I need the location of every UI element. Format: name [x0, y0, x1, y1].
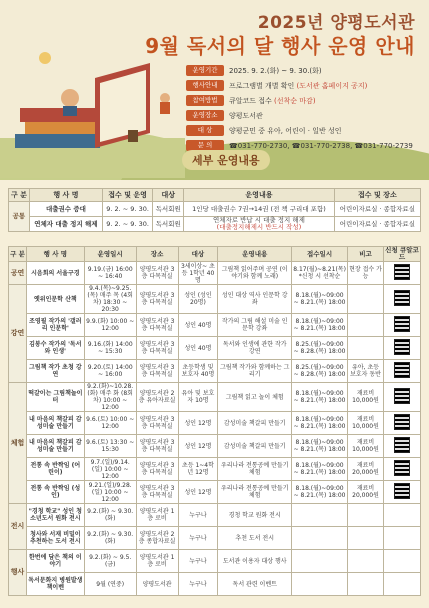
cell: 9.20.(토) 14:00 ~ 16:00 — [84, 360, 136, 383]
cell: 유아, 초등 보호자 동반 — [348, 360, 384, 383]
event-name: 청사와 서재 비밀이 추천하는 도서 전시 — [26, 527, 84, 550]
cell: 독서와 인생에 관한 작가 강연 — [218, 337, 292, 360]
table-row — [9, 337, 421, 360]
info-label: 행사안내 — [186, 80, 224, 91]
cell: 양평도서관 3층 다목적실 — [136, 458, 178, 481]
cell: 양평도서관 3층 다목적실 — [136, 412, 178, 435]
table-row — [9, 550, 421, 573]
section-banner: 세부 운영내용 — [182, 150, 270, 170]
table-row — [9, 573, 421, 596]
cell: 감성미술 책갈피 만들기 — [218, 412, 292, 435]
col-header: 접수일시 — [292, 247, 348, 262]
cell: 경청 학교 원화 전시 — [218, 504, 292, 527]
cell — [348, 314, 384, 337]
cell: 작가의 그림 해설 미술 인문학 강좌 — [218, 314, 292, 337]
table-row — [9, 504, 421, 527]
col-header: 구 분 — [9, 247, 27, 262]
event-name: 그림책 작가 초청 강연 — [26, 360, 84, 383]
info-row — [186, 124, 422, 137]
table-row — [9, 217, 421, 232]
info-value: 프로그램별 개별 확인 (도서관 홈페이지 공지) — [229, 81, 368, 90]
cell: 우리나라 전통공예 만들기 체험 — [218, 458, 292, 481]
header — [0, 0, 429, 180]
info-row — [186, 94, 422, 107]
col-header: 운영내용 — [184, 189, 335, 202]
cell: 9.2.(화) ~ 9.30.(화) — [84, 527, 136, 550]
qr-code[interactable] — [384, 527, 421, 550]
info-row — [186, 79, 422, 92]
qr-code[interactable] — [384, 360, 421, 383]
cell: 유아 및 보호자 10명 — [178, 383, 218, 412]
info-value: 2025. 9. 2.(화) ~ 9. 30.(화) — [229, 66, 322, 75]
event-name: 옛위인문학 산책 — [26, 285, 84, 314]
cell: 9.2.(화) ~ 9.30.(화) — [84, 504, 136, 527]
cell: 그림책 읽어주며 공연 (이야기와 함께 노래) — [218, 262, 292, 285]
cell: 8.18.(월)~09:00 ~ 8.21.(목) 18:00 — [292, 412, 348, 435]
event-name: 김봉수 작가의 '독서와 인생' — [26, 337, 84, 360]
event-name: 내 마음의 책갈피 감성미술 만들기 — [26, 435, 84, 458]
cell: 독서회원 — [153, 217, 184, 232]
cell: 성인 대상 역사 인문학 강좌 — [218, 285, 292, 314]
qr-code-icon[interactable] — [394, 316, 410, 332]
cell: 9.2.(화) ~ 9.5.(금) — [84, 550, 136, 573]
cell — [348, 504, 384, 527]
event-name: 한번에 담은 책의 이야기 — [26, 550, 84, 573]
info-value: ☎031-770-2730, ☎031-770-2738, ☎031-770-2739 — [229, 141, 413, 150]
cell: 양평도서관 3층 다목적실 — [136, 285, 178, 314]
cell: 성인 40명 — [178, 337, 218, 360]
cell: 성인 40명 — [178, 314, 218, 337]
event-name: 시음회의 서울구경 — [26, 262, 84, 285]
cell: 재료비 20,000원 — [348, 458, 384, 481]
cell — [348, 337, 384, 360]
cell: 9.9.(화) 10:00 ~ 12:00 — [84, 314, 136, 337]
cell: 재료비 10,000원 — [348, 435, 384, 458]
info-value: 큐알코드 접수 (선착순 마감) — [229, 96, 316, 105]
table-row — [9, 360, 421, 383]
qr-code-icon[interactable] — [394, 290, 410, 306]
qr-code[interactable] — [384, 573, 421, 596]
cell: 9.6.(토) 10:00 ~ 12:00 — [84, 412, 136, 435]
info-label: 운영기간 — [186, 65, 224, 76]
cell: 9월 (연중) — [84, 573, 136, 596]
table-row — [9, 412, 421, 435]
qr-code[interactable] — [384, 262, 421, 285]
cell: 양평도서관 1층 로비 — [136, 504, 178, 527]
cell — [292, 573, 348, 596]
cell: 양평도서관 3층 다목적실 — [136, 337, 178, 360]
col-header: 비고 — [348, 247, 384, 262]
event-name: 전통 속 반짝임 (성인) — [26, 481, 84, 504]
cell: 어린이자료실 · 종합자료실 — [334, 217, 420, 232]
table-row — [9, 481, 421, 504]
qr-code-icon[interactable] — [394, 483, 410, 499]
cell: 9.19.(금) 16:00 ~ 16:40 — [84, 262, 136, 285]
cell: 9.7.(일)/9.14.(일) 10:00 ~ 12:00 — [84, 458, 136, 481]
qr-code-icon[interactable] — [394, 437, 410, 453]
cell: 현장 접수 가능 — [348, 262, 384, 285]
cell: 8.18.(월)~09:00 ~ 8.21.(목) 18:00 — [292, 458, 348, 481]
cell: 8.18.(월)~09:00 ~ 8.21.(목) 18:00 — [292, 481, 348, 504]
cell: 9.21.(일)/9.28.(일) 10:00 ~ 12:00 — [84, 481, 136, 504]
event-name: 내 마음의 책갈피 감성미술 만들기 — [26, 412, 84, 435]
info-value: 양평도서관 — [229, 111, 263, 120]
cell: 재료비 10,000원 — [348, 383, 384, 412]
table-row — [9, 202, 421, 217]
event-name: 전통 속 반짝임 (어린이) — [26, 458, 84, 481]
event-name: "경청 학교" 성인 청소년도서 원화 전시 — [26, 504, 84, 527]
cell: 우리나라 전통공예 만들기 체험 — [218, 481, 292, 504]
cell: 누구나 — [178, 527, 218, 550]
section-label: 행사 — [9, 550, 27, 596]
table-row — [9, 383, 421, 412]
cell: 9. 2. ~ 9. 30. — [102, 202, 152, 217]
qr-code[interactable] — [384, 435, 421, 458]
qr-code[interactable] — [384, 481, 421, 504]
qr-code[interactable] — [384, 550, 421, 573]
cell: 재료비 10,000원 — [348, 412, 384, 435]
table-row — [9, 458, 421, 481]
table-row — [9, 314, 421, 337]
cell: 8.18.(월)~09:00 ~ 8.21.(목) 18:00 — [292, 435, 348, 458]
cell — [348, 527, 384, 550]
info-label: 대 상 — [186, 125, 224, 136]
col-header: 대상 — [178, 247, 218, 262]
cell — [348, 285, 384, 314]
qr-code[interactable] — [384, 458, 421, 481]
cell — [292, 527, 348, 550]
cell — [292, 504, 348, 527]
info-label: 참여방법 — [186, 95, 224, 106]
section-label: 공연 — [9, 262, 27, 285]
qr-code-icon[interactable] — [394, 460, 410, 476]
cell: 9.16.(화) 14:00 ~ 15:30 — [84, 337, 136, 360]
cell: 도서관 이용자 대상 행사 — [218, 550, 292, 573]
cell: 양평도서관 3층 다목적실 — [136, 360, 178, 383]
section-label: 공통 — [9, 202, 30, 232]
info-label: 운영장소 — [186, 110, 224, 121]
section-label: 강연 — [9, 285, 27, 383]
cell: 8.18.(월)~09:00 ~ 8.21.(목) 18:00 — [292, 285, 348, 314]
qr-code[interactable] — [384, 314, 421, 337]
cell: 3세이상~ 초등 1학년 40명 — [178, 262, 218, 285]
cell: 8.25.(월)~09:00 ~ 8.28.(목) 18:00 — [292, 360, 348, 383]
col-header: 신청 큐알코드 — [385, 246, 419, 261]
cell: 독서회원 — [153, 202, 184, 217]
section-label: 전시 — [9, 504, 27, 550]
cell: 초등학생 및 보호자 40명 — [178, 360, 218, 383]
event-name: 독서문화지 병원발생 책이벤 — [26, 573, 84, 596]
cell: 누구나 — [178, 504, 218, 527]
cell: 감성미술 책갈피 만들기 — [218, 435, 292, 458]
info-label: 문 의 — [186, 140, 224, 151]
cell: 양평도서관 3층 다목적실 — [136, 481, 178, 504]
cell: 9.2.(화)~10.28.(화) 매주 화 (8회차) 10:00 ~ 12:00 — [84, 383, 136, 412]
cell — [348, 573, 384, 596]
cell: 연체자로 반납 시 대출 정지 해제 (대출정지해제시 반드시 작성) — [184, 217, 335, 232]
cell: 성인 12명 — [178, 412, 218, 435]
info-panel — [186, 64, 422, 154]
col-header: 접수 및 운영 — [102, 189, 152, 202]
qr-code[interactable] — [384, 412, 421, 435]
cell: 양평도서관 3층 다목적실 — [136, 314, 178, 337]
event-name: 조영필 작가의 '갤러리 인문학' — [26, 314, 84, 337]
cell: 누구나 — [178, 573, 218, 596]
col-header: 행 사 명 — [29, 189, 102, 202]
cell: 9.6.(토) 13:30 ~ 15:30 — [84, 435, 136, 458]
col-header: 접수 및 장소 — [334, 189, 420, 202]
cell — [292, 550, 348, 573]
event-name: 대출권수 증대 — [29, 202, 102, 217]
col-header: 행 사 명 — [26, 247, 84, 262]
qr-code[interactable] — [384, 383, 421, 412]
cell: 양평도서관 2층 종합자료실 — [136, 527, 178, 550]
cell — [348, 550, 384, 573]
table-row — [9, 527, 421, 550]
cell: 양평도서관 3층 다목적실 — [136, 262, 178, 285]
cell: 성인 12명 — [178, 435, 218, 458]
qr-code[interactable] — [384, 337, 421, 360]
qr-code-icon[interactable] — [394, 339, 410, 355]
cell: 양평도서관 — [136, 573, 178, 596]
info-row — [186, 109, 422, 122]
page-title: 9월 독서의 달 행사 운영 안내 — [145, 34, 415, 58]
event-name: 떡갈이는 그림책놀이터 — [26, 383, 84, 412]
common-table — [8, 188, 421, 232]
cell: 8.18.(월)~09:00 ~ 8.21.(목) 18:00 — [292, 314, 348, 337]
qr-code-icon[interactable] — [394, 388, 410, 404]
section-label: 체험 — [9, 383, 27, 504]
col-header: 운영일시 — [84, 247, 136, 262]
cell: 1인당 대출권수 7권→14권 (전 책 구리대 포함) — [184, 202, 335, 217]
cell: 어린이자료실 · 종합자료실 — [334, 202, 420, 217]
qr-code[interactable] — [384, 504, 421, 527]
info-value: 양평군민 중 유아, 어린이 · 일반 성인 — [229, 126, 342, 135]
qr-code-icon[interactable] — [394, 414, 410, 430]
cell: 그림책 읽고 놀이 체험 — [218, 383, 292, 412]
col-header: 장소 — [136, 247, 178, 262]
page-subtitle: 2025년 양평도서관 — [257, 13, 415, 33]
table-row — [9, 285, 421, 314]
cell: 재료비 20,000원 — [348, 481, 384, 504]
info-row — [186, 64, 422, 77]
cell: 독서 관련 이벤트 — [218, 573, 292, 596]
cell: 누구나 — [178, 550, 218, 573]
cell: 성인 (성인 20명) — [178, 285, 218, 314]
col-header: 운영내용 — [218, 247, 292, 262]
qr-code-icon[interactable] — [394, 264, 410, 280]
cell: 9.4.(목)~9.25.(목) 매주 목 (4회차) 18:30 ~ 20:30 — [84, 285, 136, 314]
col-header: 대상 — [153, 189, 184, 202]
qr-code[interactable] — [384, 285, 421, 314]
books-illustration — [0, 38, 185, 178]
cell: 8.17(월)~8.21(목) *신청 시 선착순 — [292, 262, 348, 285]
cell: 8.18.(월)~09:00 ~ 8.21.(목) 18:00 — [292, 383, 348, 412]
cell: 양평도서관 1층 로비 — [136, 550, 178, 573]
cell: 성인 12명 — [178, 481, 218, 504]
table-row — [9, 435, 421, 458]
table-row — [9, 262, 421, 285]
cell: 양평도서관 3층 다목적실 — [136, 435, 178, 458]
col-header: 구 분 — [9, 189, 30, 202]
cell: 8.25.(월)~09:00 ~ 8.28.(목) 18:00 — [292, 337, 348, 360]
schedule-table — [8, 246, 421, 596]
cell: 초등 1~4학년 12명 — [178, 458, 218, 481]
cell: 양평도서관 2층 유아자료실 — [136, 383, 178, 412]
cell: 그림책 작가와 함께하는 그리기 — [218, 360, 292, 383]
qr-code-icon[interactable] — [394, 362, 410, 378]
event-name: 연체자 대출 정지 해제 — [29, 217, 102, 232]
cell: 추천 도서 전시 — [218, 527, 292, 550]
cell: 9. 2. ~ 9. 30. — [102, 217, 152, 232]
